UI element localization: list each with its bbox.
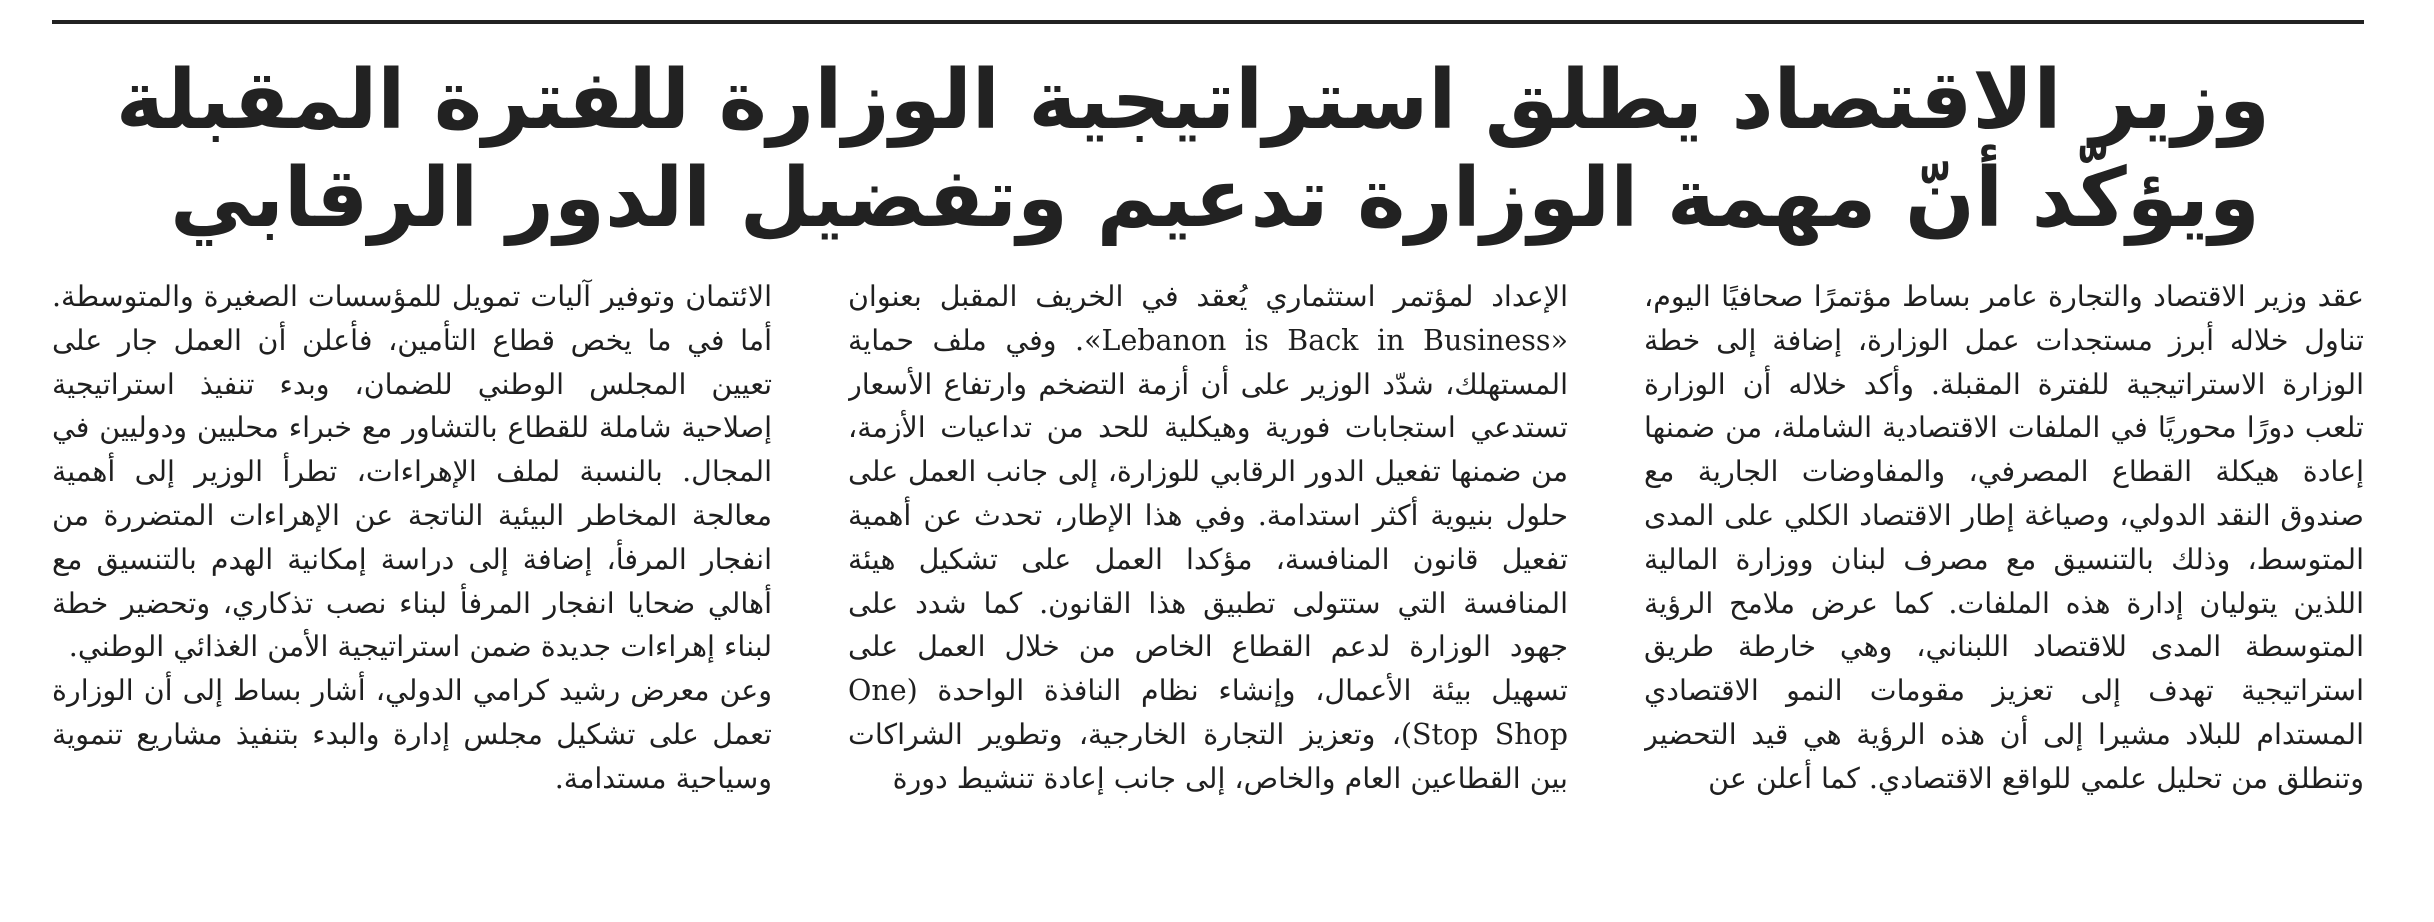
headline-line-2: ويؤكّد أنّ مهمة الوزارة تدعيم وتفضيل الدور الرقابي [170,151,2260,246]
top-divider [52,20,2364,24]
column-3-paragraph-1: الائتمان وتوفير آليات تمويل للمؤسسات الصغيرة والمتوسطة. أما في ما يخص قطاع التأمين، فأعلن أن العمل جار على تعيين المجلس الوطني للضمان، وبدء تنفيذ استراتيجية إصلاحية شاملة للقطاع بالتشاور مع خبراء محليين ودوليين في المجال. بالنسبة لملف الإهراءات، تطرأ الوزير إلى أهمية معالجة المخاطر البيئية الناتجة عن الإهراءات المتضررة من انفجار المرفأ، إضافة إلى دراسة إمكانية الهدم بالتنسيق مع أهالي ضحايا انفجار المرفأ لبناء نصب تذكاري، وتحضير خطة لبناء إهراءات جديدة ضمن استراتيجية الأمن الغذائي الوطني. [52,280,772,664]
article-headline [115,52,2270,248]
article-column-2 [848,275,1568,801]
article-column-3 [52,275,772,801]
column-2-paragraph-1: الإعداد لمؤتمر استثماري يُعقد في الخريف المقبل بعنوان «Lebanon is Back in Business». وفي ملف حماية المستهلك، شدّد الوزير على أن أزمة التضخم وارتفاع الأسعار تستدعي استجابات فورية وهيكلية للحد من تداعيات الأزمة، من ضمنها تفعيل الدور الرقابي للوزارة، إلى جانب العمل على حلول بنيوية أكثر استدامة. وفي هذا الإطار، تحدث عن أهمية تفعيل قانون المنافسة، مؤكدا العمل على تشكيل هيئة المنافسة التي ستتولى تطبيق هذا القانون. كما شدد على جهود الوزارة لدعم القطاع الخاص من خلال العمل على تسهيل بيئة الأعمال، وإنشاء نظام النافذة الواحدة (One Stop Shop)، وتعزيز التجارة الخارجية، وتطوير الشراكات بين القطاعين العام والخاص، إلى جانب إعادة تنشيط دورة [848,280,1568,795]
article-body [52,275,2364,835]
column-3-paragraph-2: وعن معرض رشيد كرامي الدولي، أشار بساط إلى أن الوزارة تعمل على تشكيل مجلس إدارة والبدء بتنفيذ مشاريع تنموية وسياحية مستدامة. [52,674,772,795]
column-1-paragraph-1: عقد وزير الاقتصاد والتجارة عامر بساط مؤتمرًا صحافيًا اليوم، تناول خلاله أبرز مستجدات عمل الوزارة، إضافة إلى خطة الوزارة الاستراتيجية للفترة المقبلة. وأكد خلاله أن الوزارة تلعب دورًا محوريًا في الملفات الاقتصادية الشاملة، من ضمنها إعادة هيكلة القطاع المصرفي، والمفاوضات الجارية مع صندوق النقد الدولي، وصياغة إطار الاقتصاد الكلي على المدى المتوسط، وذلك بالتنسيق مع مصرف لبنان ووزارة المالية اللذين يتوليان إدارة هذه الملفات. كما عرض ملامح الرؤية المتوسطة المدى للاقتصاد اللبناني، وهي خارطة طريق استراتيجية تهدف إلى تعزيز مقومات النمو الاقتصادي المستدام للبلاد مشيرا إلى أن هذه الرؤية هي قيد التحضير وتنطلق من تحليل علمي للواقع الاقتصادي. كما أعلن عن [1644,280,2364,795]
headline-line-1: وزير الاقتصاد يطلق استراتيجية الوزارة للفترة المقبلة [115,53,2270,148]
article-column-1 [1644,275,2364,801]
